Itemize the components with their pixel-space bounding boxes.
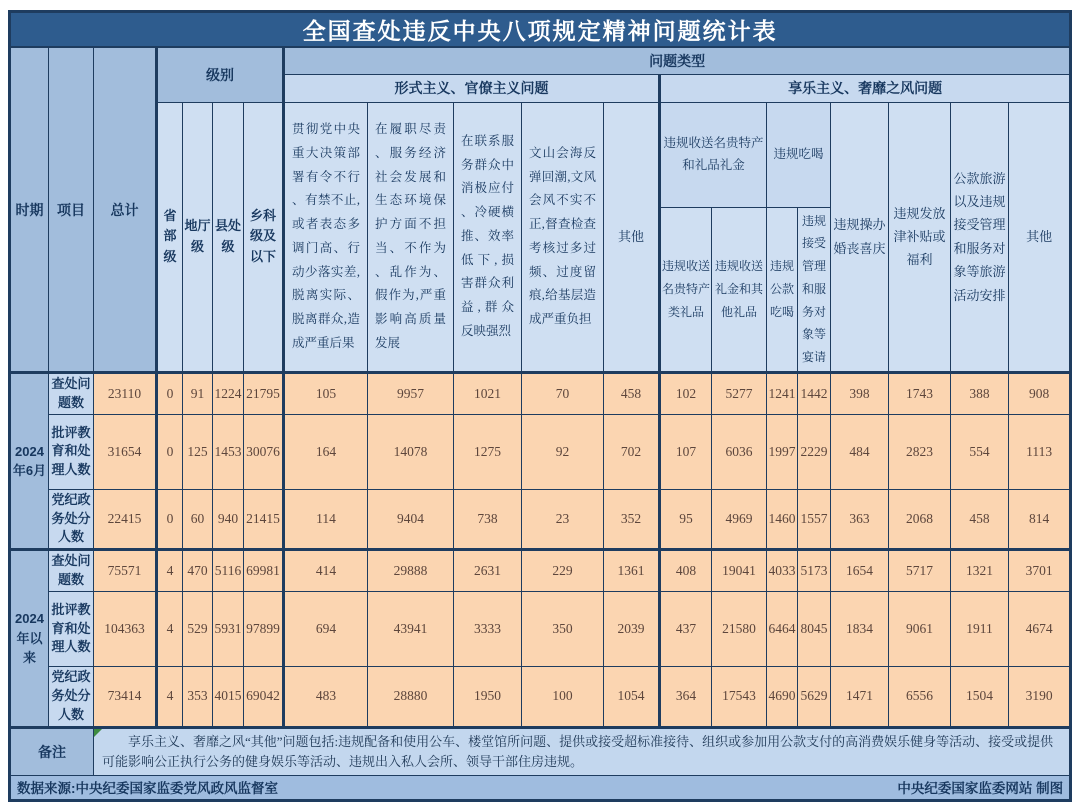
table-row xyxy=(10,414,1071,489)
value-cell: 1654 xyxy=(831,550,889,592)
value-cell: 1997 xyxy=(767,414,798,489)
header-row-a xyxy=(10,47,1071,74)
value-cell: 1442 xyxy=(798,373,831,415)
value-cell: 738 xyxy=(454,489,522,550)
value-cell: 229 xyxy=(522,550,604,592)
value-cell: 4 xyxy=(157,550,183,592)
comment-marker-triangle xyxy=(94,729,102,737)
value-cell: 940 xyxy=(213,489,244,550)
value-cell: 19041 xyxy=(712,550,767,592)
value-cell: 107 xyxy=(660,414,712,489)
value-cell: 353 xyxy=(183,666,213,727)
value-cell: 125 xyxy=(183,414,213,489)
value-cell: 21580 xyxy=(712,591,767,666)
value-cell: 350 xyxy=(522,591,604,666)
header-level-prefecture: 地厅级 xyxy=(183,102,213,373)
header-hedonism-allowance: 违规发放津补贴或福利 xyxy=(889,102,951,373)
value-cell: 1911 xyxy=(951,591,1009,666)
statistics-table xyxy=(8,10,1072,802)
value-cell: 97899 xyxy=(244,591,284,666)
value-cell: 9957 xyxy=(368,373,454,415)
value-cell: 6036 xyxy=(712,414,767,489)
value-cell: 398 xyxy=(831,373,889,415)
value-cell: 1743 xyxy=(889,373,951,415)
value-cell: 1241 xyxy=(767,373,798,415)
value-cell: 484 xyxy=(831,414,889,489)
note-row xyxy=(10,727,1071,775)
value-cell: 1361 xyxy=(604,550,660,592)
value-cell: 91 xyxy=(183,373,213,415)
header-formalism-group: 形式主义、官僚主义问题 xyxy=(284,74,660,102)
note-cell xyxy=(94,727,1071,775)
value-cell: 114 xyxy=(284,489,368,550)
table-row xyxy=(10,550,1071,592)
value-cell: 2229 xyxy=(798,414,831,489)
header-problem-type: 问题类型 xyxy=(284,47,1071,74)
value-cell: 2039 xyxy=(604,591,660,666)
value-cell: 4969 xyxy=(712,489,767,550)
value-cell: 105 xyxy=(284,373,368,415)
value-cell: 408 xyxy=(660,550,712,592)
header-dining-col-1: 违规公款吃喝 xyxy=(767,207,798,373)
value-cell: 95 xyxy=(660,489,712,550)
header-gift-col-1: 违规收送名贵特产类礼品 xyxy=(660,207,712,373)
value-cell: 75571 xyxy=(94,550,157,592)
item-label-cell: 批评教育和处理人数 xyxy=(49,414,94,489)
value-cell: 1950 xyxy=(454,666,522,727)
value-cell: 702 xyxy=(604,414,660,489)
value-cell: 9061 xyxy=(889,591,951,666)
table-row xyxy=(10,591,1071,666)
note-text: 享乐主义、奢靡之风“其他”问题包括:违规配备和使用公车、楼堂馆所问题、提供或接受超标准接待、组织或参加用公款支付的高消费娱乐健身等活动、接受或提供可能影响公正执行公务的健身娱乐等活动、违规出入私人会所、领导干部住房违规。 xyxy=(102,733,1054,769)
header-level-province: 省部级 xyxy=(157,102,183,373)
value-cell: 31654 xyxy=(94,414,157,489)
value-cell: 5116 xyxy=(213,550,244,592)
item-label-cell: 党纪政务处分人数 xyxy=(49,489,94,550)
title-row xyxy=(10,12,1071,48)
header-gift-col-2: 违规收送礼金和其他礼品 xyxy=(712,207,767,373)
value-cell: 92 xyxy=(522,414,604,489)
value-cell: 4033 xyxy=(767,550,798,592)
value-cell: 4015 xyxy=(213,666,244,727)
value-cell: 3190 xyxy=(1009,666,1071,727)
header-formalism-col-1: 贯彻党中央重大决策部署有令不行、有禁不止,或者表态多调门高、行动少落实差,脱离实际、脱离群众,造成严重后果 xyxy=(284,102,368,373)
value-cell: 5629 xyxy=(798,666,831,727)
value-cell: 4 xyxy=(157,666,183,727)
value-cell: 470 xyxy=(183,550,213,592)
value-cell: 21795 xyxy=(244,373,284,415)
header-hedonism-other: 其他 xyxy=(1009,102,1071,373)
value-cell: 483 xyxy=(284,666,368,727)
table-row xyxy=(10,666,1071,727)
source-cell xyxy=(10,775,1071,800)
value-cell: 9404 xyxy=(368,489,454,550)
value-cell: 364 xyxy=(660,666,712,727)
value-cell: 437 xyxy=(660,591,712,666)
value-cell: 694 xyxy=(284,591,368,666)
value-cell: 3701 xyxy=(1009,550,1071,592)
value-cell: 458 xyxy=(604,373,660,415)
credit: 中央纪委国家监委网站 制图 xyxy=(897,781,1064,797)
value-cell: 60 xyxy=(183,489,213,550)
value-cell: 4674 xyxy=(1009,591,1071,666)
header-item: 项目 xyxy=(49,47,94,373)
period-cell: 2024年以来 xyxy=(10,550,49,727)
value-cell: 4 xyxy=(157,591,183,666)
table-row xyxy=(10,489,1071,550)
value-cell: 1504 xyxy=(951,666,1009,727)
header-formalism-col-4: 文山会海反弹回潮,文风会风不实不正,督查检查考核过多过频、过度留痕,给基层造成严重负担 xyxy=(522,102,604,373)
value-cell: 4690 xyxy=(767,666,798,727)
value-cell: 363 xyxy=(831,489,889,550)
value-cell: 6464 xyxy=(767,591,798,666)
period-cell: 2024年6月 xyxy=(10,373,49,550)
value-cell: 104363 xyxy=(94,591,157,666)
header-level-county: 县处级 xyxy=(213,102,244,373)
value-cell: 22415 xyxy=(94,489,157,550)
value-cell: 2823 xyxy=(889,414,951,489)
header-dining-col-2: 违规接受管理和服务对象等宴请 xyxy=(798,207,831,373)
value-cell: 352 xyxy=(604,489,660,550)
value-cell: 458 xyxy=(951,489,1009,550)
item-label-cell: 党纪政务处分人数 xyxy=(49,666,94,727)
value-cell: 414 xyxy=(284,550,368,592)
value-cell: 1460 xyxy=(767,489,798,550)
value-cell: 0 xyxy=(157,373,183,415)
item-label-cell: 批评教育和处理人数 xyxy=(49,591,94,666)
table-title: 全国查处违反中央八项规定精神问题统计表 xyxy=(10,12,1071,48)
value-cell: 14078 xyxy=(368,414,454,489)
table-row xyxy=(10,373,1071,415)
header-hedonism-wedding: 违规操办婚丧喜庆 xyxy=(831,102,889,373)
header-formalism-col-2: 在履职尽责、服务经济社会发展和生态环境保护方面不担当、不作为、乱作为、假作为,严重影响高质量发展 xyxy=(368,102,454,373)
value-cell: 69981 xyxy=(244,550,284,592)
value-cell: 73414 xyxy=(94,666,157,727)
value-cell: 102 xyxy=(660,373,712,415)
value-cell: 1054 xyxy=(604,666,660,727)
value-cell: 1321 xyxy=(951,550,1009,592)
value-cell: 29888 xyxy=(368,550,454,592)
value-cell: 100 xyxy=(522,666,604,727)
value-cell: 554 xyxy=(951,414,1009,489)
value-cell: 1113 xyxy=(1009,414,1071,489)
header-row-c xyxy=(10,102,1071,207)
value-cell: 3333 xyxy=(454,591,522,666)
value-cell: 1453 xyxy=(213,414,244,489)
header-formalism-other: 其他 xyxy=(604,102,660,373)
value-cell: 69042 xyxy=(244,666,284,727)
value-cell: 2068 xyxy=(889,489,951,550)
header-hedonism-group: 享乐主义、奢靡之风问题 xyxy=(660,74,1071,102)
value-cell: 5717 xyxy=(889,550,951,592)
value-cell: 23110 xyxy=(94,373,157,415)
data-source: 数据来源:中央纪委国家监委党风政风监督室 xyxy=(17,781,278,797)
header-total: 总计 xyxy=(94,47,157,373)
value-cell: 30076 xyxy=(244,414,284,489)
value-cell: 1275 xyxy=(454,414,522,489)
value-cell: 908 xyxy=(1009,373,1071,415)
header-gift-group: 违规收送名贵特产和礼品礼金 xyxy=(660,102,767,207)
header-dining-group: 违规吃喝 xyxy=(767,102,831,207)
value-cell: 6556 xyxy=(889,666,951,727)
value-cell: 23 xyxy=(522,489,604,550)
item-label-cell: 查处问题数 xyxy=(49,373,94,415)
header-level-township: 乡科级及以下 xyxy=(244,102,284,373)
value-cell: 1021 xyxy=(454,373,522,415)
value-cell: 1224 xyxy=(213,373,244,415)
header-formalism-col-3: 在联系服务群众中消极应付、冷硬横推、效率低下,损害群众利益,群众反映强烈 xyxy=(454,102,522,373)
value-cell: 164 xyxy=(284,414,368,489)
value-cell: 1557 xyxy=(798,489,831,550)
source-row xyxy=(10,775,1071,800)
value-cell: 0 xyxy=(157,414,183,489)
value-cell: 1471 xyxy=(831,666,889,727)
value-cell: 21415 xyxy=(244,489,284,550)
value-cell: 2631 xyxy=(454,550,522,592)
note-label: 备注 xyxy=(10,727,94,775)
value-cell: 8045 xyxy=(798,591,831,666)
value-cell: 5173 xyxy=(798,550,831,592)
value-cell: 17543 xyxy=(712,666,767,727)
item-label-cell: 查处问题数 xyxy=(49,550,94,592)
value-cell: 5931 xyxy=(213,591,244,666)
value-cell: 70 xyxy=(522,373,604,415)
value-cell: 814 xyxy=(1009,489,1071,550)
header-level-group: 级别 xyxy=(157,47,284,102)
value-cell: 388 xyxy=(951,373,1009,415)
value-cell: 28880 xyxy=(368,666,454,727)
value-cell: 1834 xyxy=(831,591,889,666)
header-hedonism-travel: 公款旅游以及违规接受管理和服务对象等旅游活动安排 xyxy=(951,102,1009,373)
value-cell: 43941 xyxy=(368,591,454,666)
value-cell: 0 xyxy=(157,489,183,550)
value-cell: 529 xyxy=(183,591,213,666)
header-period: 时期 xyxy=(10,47,49,373)
value-cell: 5277 xyxy=(712,373,767,415)
